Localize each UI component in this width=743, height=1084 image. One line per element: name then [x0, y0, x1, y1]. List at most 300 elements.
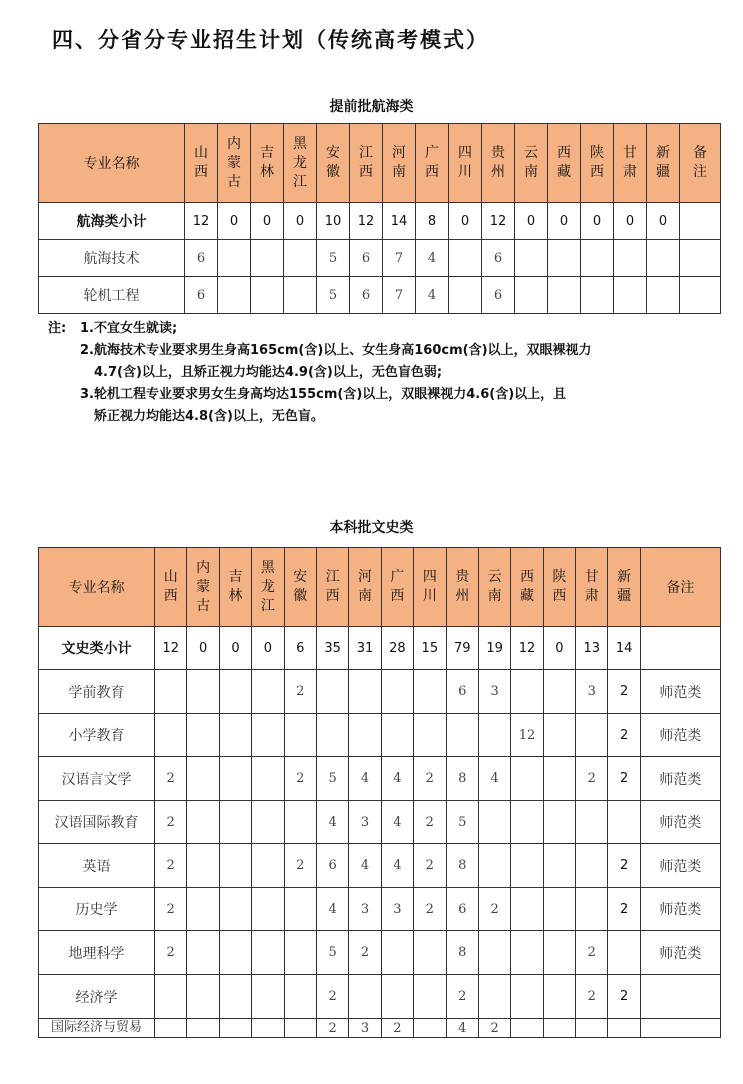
header-province: [482, 124, 515, 203]
quota-cell: [576, 844, 608, 888]
page-title: 四、分省分专业招生计划（传统高考模式）: [52, 28, 489, 52]
quota-cell: 0: [543, 627, 575, 670]
quota-cell: 5: [446, 801, 478, 844]
quota-cell: 0: [252, 627, 284, 670]
quota-cell: [284, 801, 316, 844]
note-cell: [680, 240, 721, 277]
table1-caption: 提前批航海类: [329, 99, 414, 115]
quota-cell: 0: [218, 203, 251, 240]
quota-cell: 15: [414, 627, 446, 670]
quota-cell: 5: [317, 277, 350, 314]
quota-cell: [187, 888, 219, 931]
quota-cell: [414, 670, 446, 714]
quota-cell: [284, 1019, 316, 1038]
header-province: [511, 548, 543, 627]
quota-cell: [252, 670, 284, 714]
quota-cell: 5: [317, 240, 350, 277]
quota-cell: 5: [316, 931, 348, 975]
table-row: [39, 277, 721, 314]
note-cell: 师范类: [640, 757, 720, 801]
table-row: [39, 670, 721, 714]
quota-cell: [511, 975, 543, 1019]
quota-cell: [284, 931, 316, 975]
table-row: [39, 757, 721, 801]
quota-cell: 2: [284, 670, 316, 714]
note-cell: [640, 975, 720, 1019]
quota-cell: [543, 714, 575, 757]
quota-cell: [511, 670, 543, 714]
note-cell: 师范类: [640, 714, 720, 757]
quota-cell: 7: [383, 277, 416, 314]
quota-cell: [284, 277, 317, 314]
header-province-label: 西藏: [556, 145, 571, 180]
quota-cell: [414, 931, 446, 975]
quota-cell: [543, 844, 575, 888]
quota-cell: 3: [349, 801, 381, 844]
header-province: [515, 124, 548, 203]
quota-cell: 2: [155, 757, 187, 801]
quota-cell: 0: [515, 203, 548, 240]
table-row: [39, 888, 721, 931]
quota-cell: 2: [155, 844, 187, 888]
table-row: [39, 844, 721, 888]
quota-cell: 8: [416, 203, 449, 240]
header-province: [548, 124, 581, 203]
quota-cell: 4: [316, 801, 348, 844]
quota-cell: [543, 888, 575, 931]
header-province: [608, 548, 640, 627]
header-province: [576, 548, 608, 627]
header-major-name: 专业名称: [39, 124, 185, 203]
quota-cell: [515, 277, 548, 314]
quota-cell: 6: [284, 627, 316, 670]
note-cell: 师范类: [640, 888, 720, 931]
header-province-label: 吉林: [228, 569, 243, 604]
quota-cell: 4: [349, 844, 381, 888]
quota-cell: 6: [185, 277, 218, 314]
quota-cell: [219, 975, 251, 1019]
header-province: [414, 548, 446, 627]
quota-cell: 4: [416, 240, 449, 277]
major-name-cell: 汉语国际教育: [39, 801, 155, 844]
quota-cell: [543, 670, 575, 714]
quota-cell: 0: [284, 203, 317, 240]
quota-cell: [219, 844, 251, 888]
header-province-label: 山西: [193, 145, 208, 180]
quota-cell: 4: [316, 888, 348, 931]
quota-cell: [155, 714, 187, 757]
header-province-label: 新疆: [655, 145, 670, 180]
quota-cell: 4: [416, 277, 449, 314]
table2-caption: 本科批文史类: [329, 520, 414, 536]
quota-cell: [219, 670, 251, 714]
header-province-label: 河南: [358, 569, 373, 604]
quota-cell: [284, 975, 316, 1019]
quota-cell: 2: [446, 975, 478, 1019]
quota-cell: [219, 714, 251, 757]
header-province: [349, 548, 381, 627]
quota-cell: 2: [316, 975, 348, 1019]
header-province: [187, 548, 219, 627]
header-note: 备注: [640, 548, 720, 627]
quota-cell: 2: [284, 844, 316, 888]
header-province-label: 内蒙古: [196, 559, 211, 614]
quota-cell: 6: [316, 844, 348, 888]
quota-cell: 31: [349, 627, 381, 670]
quota-cell: [187, 714, 219, 757]
quota-cell: 79: [446, 627, 478, 670]
quota-cell: [478, 801, 510, 844]
header-province: [416, 124, 449, 203]
quota-cell: [252, 931, 284, 975]
quota-cell: [381, 931, 413, 975]
quota-cell: [349, 975, 381, 1019]
quota-cell: [576, 714, 608, 757]
quota-cell: 8: [446, 931, 478, 975]
major-name-cell: 航海技术: [39, 240, 185, 277]
quota-cell: 7: [383, 240, 416, 277]
quota-cell: 13: [576, 627, 608, 670]
quota-cell: 2: [608, 844, 640, 888]
header-province-label: 广西: [390, 569, 405, 604]
quota-cell: 3: [381, 888, 413, 931]
quota-cell: [576, 1019, 608, 1038]
quota-cell: 4: [349, 757, 381, 801]
quota-cell: 12: [511, 627, 543, 670]
quota-cell: 2: [284, 757, 316, 801]
header-province: [317, 124, 350, 203]
quota-cell: [349, 714, 381, 757]
quota-cell: 0: [581, 203, 614, 240]
quota-cell: [219, 888, 251, 931]
quota-cell: [449, 240, 482, 277]
quota-cell: 4: [381, 757, 413, 801]
table-row: [39, 1019, 721, 1038]
note-cell: [640, 1019, 720, 1038]
header-province: [316, 548, 348, 627]
table2-header-row: [39, 548, 721, 627]
quota-cell: [543, 801, 575, 844]
quota-cell: 10: [317, 203, 350, 240]
header-province: [478, 548, 510, 627]
quota-cell: 0: [187, 627, 219, 670]
note-cell: 师范类: [640, 801, 720, 844]
header-major-name: 专业名称: [39, 548, 155, 627]
quota-cell: [478, 931, 510, 975]
quota-cell: [187, 975, 219, 1019]
quota-cell: [511, 931, 543, 975]
quota-cell: [511, 844, 543, 888]
quota-cell: 2: [608, 975, 640, 1019]
quota-cell: [614, 240, 647, 277]
quota-cell: 2: [608, 757, 640, 801]
quota-cell: 2: [478, 1019, 510, 1038]
quota-cell: 14: [383, 203, 416, 240]
major-name-cell: 小学教育: [39, 714, 155, 757]
quota-cell: 12: [155, 627, 187, 670]
quota-cell: 3: [478, 670, 510, 714]
quota-cell: 3: [349, 888, 381, 931]
note-item-1: 1.不宜女生就读;: [80, 321, 178, 336]
quota-cell: 2: [316, 1019, 348, 1038]
quota-cell: [449, 277, 482, 314]
header-province-label: 贵州: [455, 569, 470, 604]
quota-cell: 4: [381, 801, 413, 844]
header-province-label: 贵州: [490, 145, 505, 180]
quota-cell: [187, 670, 219, 714]
quota-cell: [543, 757, 575, 801]
quota-cell: [608, 931, 640, 975]
note-cell: 师范类: [640, 931, 720, 975]
quota-cell: [511, 888, 543, 931]
note-cell: 师范类: [640, 844, 720, 888]
note-item-3-cont: 矫正视力均能达4.8(含)以上，无色盲。: [94, 409, 324, 424]
quota-cell: [478, 714, 510, 757]
quota-cell: [219, 931, 251, 975]
header-province: [185, 124, 218, 203]
header-province: [218, 124, 251, 203]
header-province: [581, 124, 614, 203]
major-name-cell: 轮机工程: [39, 277, 185, 314]
note-cell: [680, 277, 721, 314]
quota-cell: [381, 670, 413, 714]
quota-cell: [543, 1019, 575, 1038]
quota-cell: 6: [482, 240, 515, 277]
note-cell: [680, 203, 721, 240]
header-province: [251, 124, 284, 203]
header-note-label: 备注: [692, 145, 707, 180]
quota-cell: [414, 714, 446, 757]
quota-cell: 5: [316, 757, 348, 801]
note-cell: [640, 627, 720, 670]
table-subtotal-row: [39, 627, 721, 670]
quota-cell: [349, 670, 381, 714]
quota-cell: [414, 975, 446, 1019]
quota-cell: [576, 801, 608, 844]
table-row: [39, 801, 721, 844]
table-liberal-arts-undergrad: [38, 547, 721, 1038]
header-province: [219, 548, 251, 627]
quota-cell: 3: [576, 670, 608, 714]
quota-cell: 6: [446, 670, 478, 714]
quota-cell: 0: [449, 203, 482, 240]
quota-cell: [548, 277, 581, 314]
quota-cell: 35: [316, 627, 348, 670]
quota-cell: [251, 277, 284, 314]
quota-cell: [252, 888, 284, 931]
quota-cell: [381, 975, 413, 1019]
quota-cell: 2: [155, 931, 187, 975]
quota-cell: 19: [478, 627, 510, 670]
note-item-3: 3.轮机工程专业要求男女生身高均达155cm(含)以上，双眼裸视力4.6(含)以上，且: [80, 387, 567, 402]
quota-cell: [252, 975, 284, 1019]
header-province-label: 陕西: [589, 145, 604, 180]
quota-cell: [252, 844, 284, 888]
quota-cell: [316, 714, 348, 757]
quota-cell: 2: [414, 888, 446, 931]
quota-cell: 28: [381, 627, 413, 670]
quota-cell: 2: [576, 931, 608, 975]
quota-cell: 6: [185, 240, 218, 277]
quota-cell: 2: [349, 931, 381, 975]
header-province-label: 河南: [391, 145, 406, 180]
quota-cell: 8: [446, 844, 478, 888]
quota-cell: [511, 801, 543, 844]
quota-cell: [608, 801, 640, 844]
quota-cell: 8: [446, 757, 478, 801]
major-name-cell: 地理科学: [39, 931, 155, 975]
header-province: [446, 548, 478, 627]
quota-cell: [511, 1019, 543, 1038]
quota-cell: [284, 888, 316, 931]
quota-cell: 2: [608, 888, 640, 931]
quota-cell: 2: [414, 844, 446, 888]
quota-cell: [219, 801, 251, 844]
quota-cell: 2: [155, 888, 187, 931]
quota-cell: [252, 714, 284, 757]
quota-cell: 0: [219, 627, 251, 670]
notes-label: 注:: [48, 321, 67, 336]
quota-cell: 6: [482, 277, 515, 314]
quota-cell: 6: [446, 888, 478, 931]
quota-cell: [548, 240, 581, 277]
quota-cell: [284, 714, 316, 757]
header-province-label: 广西: [424, 145, 439, 180]
table-subtotal-row: [39, 203, 721, 240]
header-province-label: 四川: [457, 145, 472, 180]
quota-cell: [576, 888, 608, 931]
quota-cell: 0: [548, 203, 581, 240]
header-province-label: 山西: [163, 569, 178, 604]
quota-cell: 2: [381, 1019, 413, 1038]
quota-cell: [515, 240, 548, 277]
table1-header-row: [39, 124, 721, 203]
quota-cell: 6: [350, 240, 383, 277]
header-province: [284, 124, 317, 203]
quota-cell: 0: [251, 203, 284, 240]
major-name-cell: 汉语言文学: [39, 757, 155, 801]
quota-cell: [543, 931, 575, 975]
quota-cell: [316, 670, 348, 714]
header-province-label: 云南: [487, 569, 502, 604]
quota-cell: [187, 931, 219, 975]
quota-cell: 0: [647, 203, 680, 240]
quota-cell: 4: [381, 844, 413, 888]
quota-cell: [219, 757, 251, 801]
header-province-label: 黑龙江: [260, 559, 275, 614]
quota-cell: 3: [349, 1019, 381, 1038]
table-row: [39, 714, 721, 757]
quota-cell: 12: [482, 203, 515, 240]
major-name-cell: 文史类小计: [39, 627, 155, 670]
quota-cell: [155, 670, 187, 714]
header-province-label: 陕西: [552, 569, 567, 604]
header-province-label: 江西: [325, 569, 340, 604]
header-province-label: 安徽: [325, 145, 340, 180]
quota-cell: [252, 757, 284, 801]
header-province: [252, 548, 284, 627]
quota-cell: 12: [350, 203, 383, 240]
quota-cell: 6: [350, 277, 383, 314]
header-province: [383, 124, 416, 203]
note-item-2-cont: 4.7(含)以上，且矫正视力均能达4.9(含)以上，无色盲色弱;: [94, 365, 443, 380]
header-province-label: 西藏: [519, 569, 534, 604]
header-province-label: 云南: [523, 145, 538, 180]
header-province-label: 新疆: [617, 569, 632, 604]
quota-cell: [414, 1019, 446, 1038]
quota-cell: 2: [478, 888, 510, 931]
table-row: [39, 975, 721, 1019]
table-row: [39, 931, 721, 975]
header-province: [155, 548, 187, 627]
quota-cell: [478, 975, 510, 1019]
table-maritime-early-batch: [38, 123, 721, 314]
header-province-label: 黑龙江: [292, 135, 307, 190]
header-province: [543, 548, 575, 627]
quota-cell: [381, 714, 413, 757]
quota-cell: 2: [155, 801, 187, 844]
quota-cell: [251, 240, 284, 277]
quota-cell: [187, 1019, 219, 1038]
quota-cell: 12: [511, 714, 543, 757]
table-row: [39, 240, 721, 277]
note-item-2: 2.航海技术专业要求男生身高165cm(含)以上、女生身高160cm(含)以上，双眼裸视力: [80, 343, 592, 358]
header-province-label: 四川: [422, 569, 437, 604]
quota-cell: 4: [478, 757, 510, 801]
quota-cell: [218, 277, 251, 314]
quota-cell: [581, 240, 614, 277]
quota-cell: 12: [185, 203, 218, 240]
major-name-cell: 国际经济与贸易: [39, 1019, 155, 1038]
quota-cell: [581, 277, 614, 314]
quota-cell: [647, 240, 680, 277]
quota-cell: 2: [608, 714, 640, 757]
quota-cell: [187, 844, 219, 888]
header-province-label: 江西: [358, 145, 373, 180]
major-name-cell: 历史学: [39, 888, 155, 931]
quota-cell: 2: [576, 757, 608, 801]
quota-cell: [252, 1019, 284, 1038]
header-province: [284, 548, 316, 627]
quota-cell: [284, 240, 317, 277]
notes-block: [48, 318, 728, 428]
header-province-label: 安徽: [293, 569, 308, 604]
quota-cell: [647, 277, 680, 314]
quota-cell: [446, 714, 478, 757]
major-name-cell: 经济学: [39, 975, 155, 1019]
header-province-label: 吉林: [259, 145, 274, 180]
header-note: [680, 124, 721, 203]
quota-cell: [543, 975, 575, 1019]
quota-cell: 14: [608, 627, 640, 670]
major-name-cell: 学前教育: [39, 670, 155, 714]
header-province: [647, 124, 680, 203]
header-province-label: 内蒙古: [226, 135, 241, 190]
header-province: [614, 124, 647, 203]
quota-cell: 2: [414, 801, 446, 844]
header-province-label: 甘肃: [584, 569, 599, 604]
quota-cell: [511, 757, 543, 801]
header-province: [449, 124, 482, 203]
quota-cell: [219, 1019, 251, 1038]
quota-cell: [155, 1019, 187, 1038]
quota-cell: 4: [446, 1019, 478, 1038]
quota-cell: 0: [614, 203, 647, 240]
quota-cell: 2: [608, 670, 640, 714]
header-province: [381, 548, 413, 627]
quota-cell: [608, 1019, 640, 1038]
quota-cell: [218, 240, 251, 277]
